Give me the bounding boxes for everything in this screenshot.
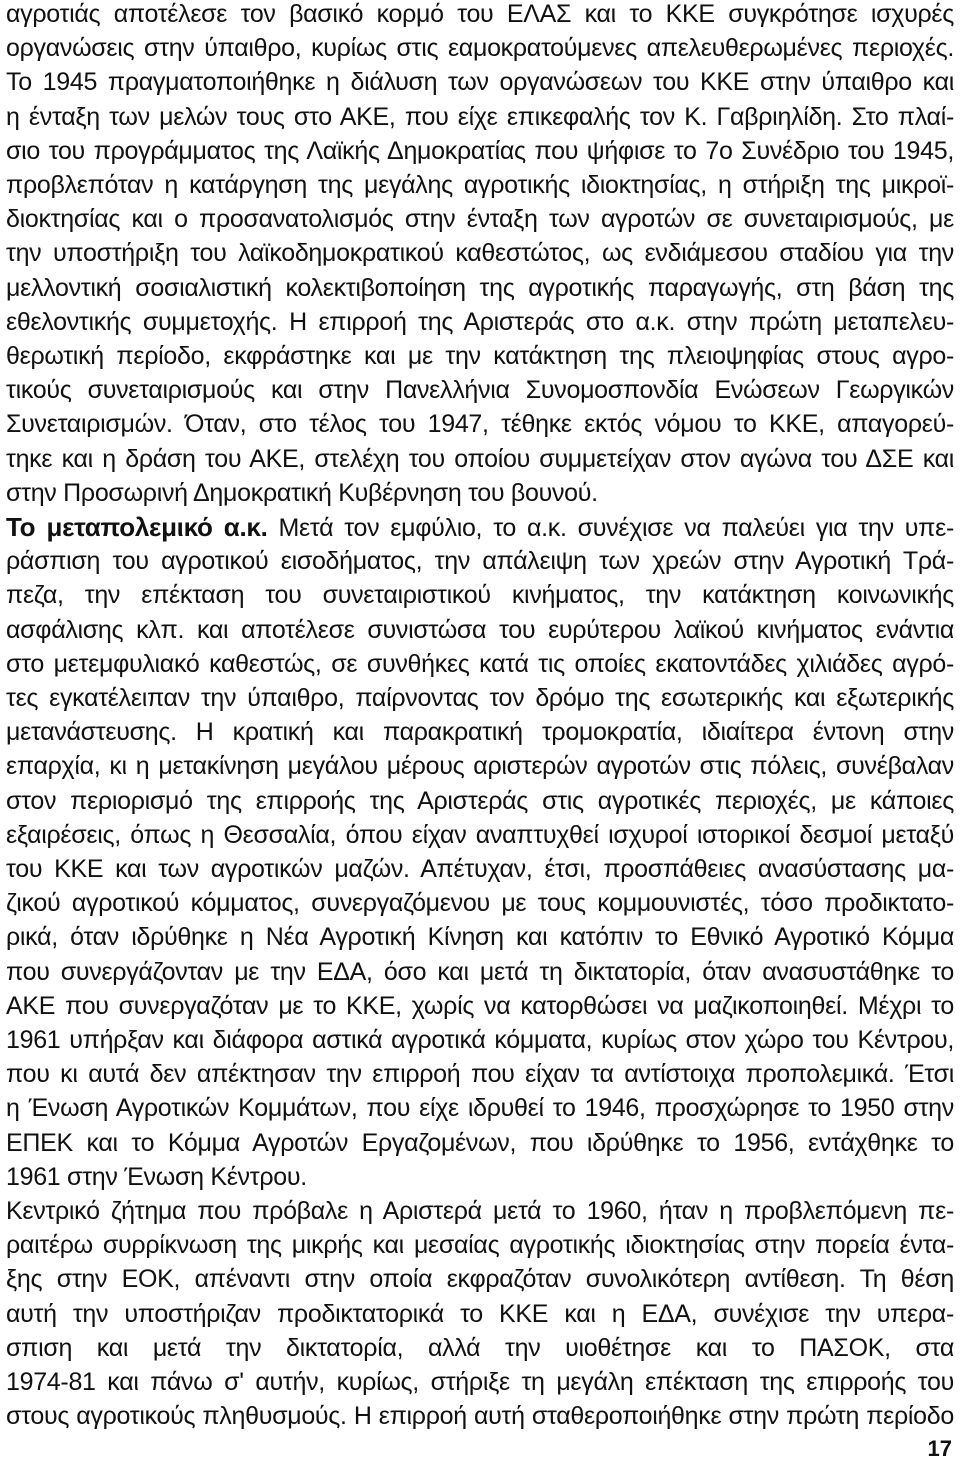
paragraph-line: οργανώσεις στην ύπαιθρο, κυρίως στις εαμοκρατούμενες απελευθερωμένες περιοχές. — [6, 34, 954, 62]
paragraph-line: η Ένωση Αγροτικών Κομμάτων, που είχε ιδρυθεί το 1946, προσχώρησε το 1950 στην — [6, 1094, 954, 1122]
paragraph-line: ξης στην ΕΟΚ, απέναντι στην οποία εκφραζόταν συνολικότερη αντίθεση. Τη θέση — [6, 1265, 954, 1293]
paragraph-line: ράσπιση του αγροτικού εισοδήματος, την απάλειψη των χρεών στην Αγροτική Τρά- — [6, 547, 954, 575]
paragraph-text: Μετά τον εμφύλιο, το α.κ. συνέχισε να παλεύει για την υπε- — [267, 514, 954, 542]
paragraph-line: την υποστήριξη του λαϊκοδημοκρατικού καθεστώτος, ως ενδιάμεσου σταδίου για την — [6, 239, 954, 267]
paragraph-line: του ΚΚΕ και των αγροτικών μαζών. Απέτυχαν, έτσι, προσπάθειες ανασύστασης μα- — [6, 855, 954, 883]
section-heading: Το μεταπολεμικό α.κ. — [6, 512, 268, 542]
paragraph-line: ασφάλισης κλπ. και αποτέλεσε συνιστώσα του ευρύτερου λαϊκού κινήματος ενάντια — [6, 616, 954, 644]
paragraph-line: διοκτησίας και ο προσανατολισμός στην ένταξη των αγροτών σε συνεταιρισμούς, με — [6, 205, 954, 233]
paragraph-line: επαρχία, κι η μετακίνηση μεγάλου μέρους αριστερών αγροτών στις πόλεις, συνέβαλαν — [6, 752, 954, 780]
paragraph-line: μελλοντική σοσιαλιστική κολεκτιβοποίηση της αγροτικής παραγωγής, στη βάση της — [6, 274, 954, 302]
paragraph-line: 1974-81 και πάνω σ' αυτήν, κυρίως, στήριξε τη μεγάλη επέκταση της επιρροής του — [6, 1368, 954, 1396]
paragraph-line: που συνεργάζονταν με την ΕΔΑ, όσο και μετά τη δικτατορία, όταν ανασυστάθηκε το — [6, 958, 954, 986]
paragraph-line: 1961 υπήρξαν και διάφορα αστικά αγροτικά κόμματα, κυρίως στον χώρο του Κέντρου, — [6, 1026, 954, 1054]
paragraph-line: σπιση και μετά την δικτατορία, αλλά την υιοθέτησε και το ΠΑΣΟΚ, στα — [6, 1334, 954, 1362]
paragraph-line: εξαιρέσεις, όπως η Θεσσαλία, όπου είχαν αναπτυχθεί ισχυροί ιστορικοί δεσμοί μεταξύ — [6, 821, 954, 849]
paragraph-line: σιο του προγράμματος της Λαϊκής Δημοκρατίας που ψήφισε το 7ο Συνέδριο του 1945, — [6, 137, 954, 165]
paragraph-line: στην Προσωρινή Δημοκρατική Κυβέρνηση του βουνού. — [6, 479, 598, 507]
paragraph-line: μετανάστευσης. Η κρατική και παρακρατική τρομοκρατία, ιδιαίτερα έντονη στην — [6, 718, 954, 746]
paragraph-line: Το 1945 πραγματοποιήθηκε η διάλυση των οργανώσεων του ΚΚΕ στην ύπαιθρο και — [6, 68, 954, 96]
paragraph-line: η ένταξη των μελών τους στο ΑΚΕ, που είχε επικεφαλής τον Κ. Γαβριηλίδη. Στο πλαί- — [6, 103, 954, 131]
paragraph-line: Συνεταιρισμών. Όταν, στο τέλος του 1947, τέθηκε εκτός νόμου το ΚΚΕ, απαγορεύ- — [6, 410, 954, 438]
paragraph-line: θερωτική περίοδο, εκφράστηκε και με την κατάκτηση της πλειοψηφίας στους αγρο- — [6, 342, 954, 370]
paragraph-line: ζικού αγροτικού κόμματος, συνεργαζόμενου με τους κομμουνιστές, τόσο προδικτατο- — [6, 889, 954, 917]
paragraph-line: τες εγκατέλειπαν την ύπαιθρο, παίρνοντας τον δρόμο της εσωτερικής και εξωτερικής — [6, 684, 954, 712]
paragraph-line: στο μετεμφυλιακό καθεστώς, σε συνθήκες κατά τις οποίες εκατοντάδες χιλιάδες αγρό- — [6, 650, 954, 678]
paragraph-line: αγροτιάς αποτέλεσε τον βασικό κορμό του ΕΛΑΣ και το ΚΚΕ συγκρότησε ισχυρές — [6, 0, 954, 28]
paragraph-line: στον περιορισμό της επιρροής της Αριστεράς στις αγροτικές περιοχές, με κάποιες — [6, 787, 954, 815]
paragraph-line: 1961 στην Ένωση Κέντρου. — [6, 1163, 307, 1191]
paragraph-line: τικούς συνεταιρισμούς και στην Πανελλήνια Συνομοσπονδία Ενώσεων Γεωργικών — [6, 376, 954, 404]
paragraph-line: ΑΚΕ που συνεργαζόταν με το ΚΚΕ, χωρίς να κατορθώσει να μαζικοποιηθεί. Μέχρι το — [6, 992, 954, 1020]
paragraph-line: ραιτέρω συρρίκνωση της μικρής και μεσαίας αγροτικής ιδιοκτησίας στην πορεία έντα- — [6, 1231, 954, 1259]
paragraph-line: τηκε και η δράση του ΑΚΕ, στελέχη του οποίου συμμετείχαν στον αγώνα του ΔΣΕ και — [6, 445, 954, 473]
paragraph-line: αυτή την υποστήριζαν προδικτατορικά το ΚΚΕ και η ΕΔΑ, συνέχισε την υπερα- — [6, 1300, 954, 1328]
paragraph-line: Κεντρικό ζήτημα που πρόβαλε η Αριστερά μετά το 1960, ήταν η προβλεπόμενη πε- — [6, 1197, 954, 1225]
paragraph-line: ρικά, όταν ιδρύθηκε η Νέα Αγροτική Κίνηση και κατόπιν το Εθνικό Αγροτικό Κόμμα — [6, 923, 954, 951]
page-number: 17 — [927, 1436, 952, 1461]
paragraph-line: πεζα, την επέκταση του συνεταιριστικού κινήματος, την κατάκτηση κοινωνικής — [6, 581, 954, 609]
paragraph-line: που κι αυτά δεν απέκτησαν την επιρροή που είχαν τα αντίστοιχα προπολεμικά. Έτσι — [6, 1060, 954, 1088]
section-heading-line — [6, 510, 954, 544]
paragraph-line: στους αγροτικούς πληθυσμούς. Η επιρροή αυτή σταθεροποιήθηκε στην πρώτη περίοδο — [6, 1402, 954, 1430]
paragraph-line: προβλεπόταν η κατάργηση της μεγάλης αγροτικής ιδιοκτησίας, η στήριξη της μικροϊ- — [6, 171, 954, 199]
paragraph-line: ΕΠΕΚ και το Κόμμα Αγροτών Εργαζομένων, που ιδρύθηκε το 1956, εντάχθηκε το — [6, 1129, 954, 1157]
paragraph-line: εθελοντικής συμμετοχής. Η επιρροή της Αριστεράς στο α.κ. στην πρώτη μεταπελευ- — [6, 308, 954, 336]
